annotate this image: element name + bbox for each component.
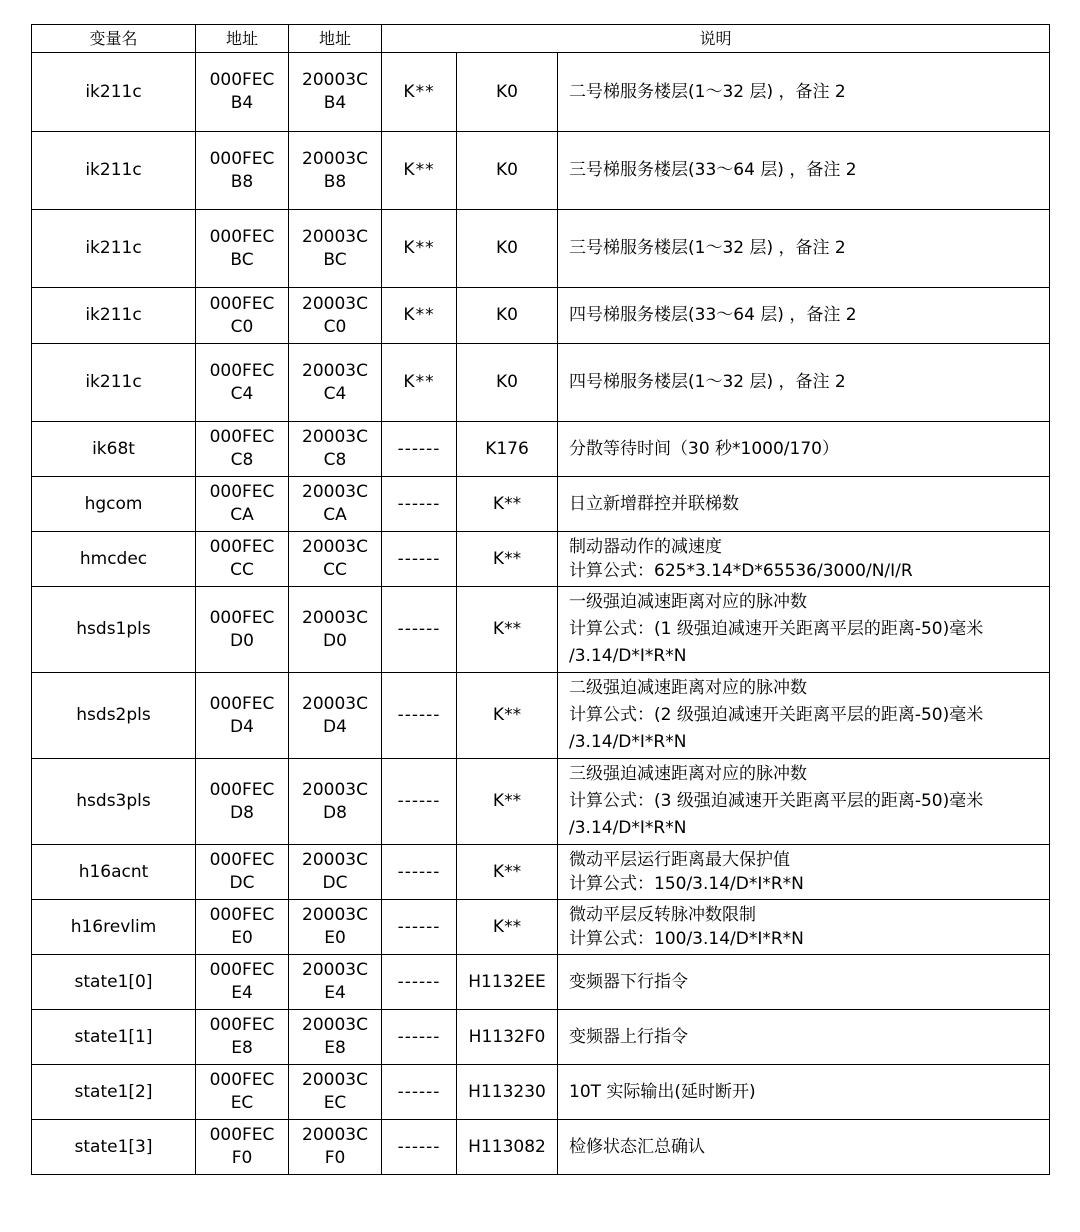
address-2-line-1: 20003C [302, 226, 368, 247]
constant-2-cell: H113230 [457, 1065, 558, 1120]
variable-name-cell: state1[2] [32, 1065, 196, 1120]
address-2-line-1: 20003C [302, 779, 368, 800]
address-2-line-2: CA [323, 505, 347, 525]
address-2-line-1: 20003C [302, 1070, 368, 1090]
address-1-cell [196, 532, 289, 587]
address-1-cell [196, 955, 289, 1010]
address-2-cell [289, 288, 382, 344]
table-row [32, 288, 1050, 344]
address-1-cell [196, 210, 289, 288]
address-2-line-1: 20003C [302, 148, 368, 169]
description-line: 计算公式：(1 级强迫减速开关距离平层的距离-50)毫米 [569, 619, 984, 639]
address-2-line-2: EC [323, 1093, 347, 1113]
description-line: 计算公式：100/3.14/D*I*R*N [569, 929, 804, 949]
address-1-line-2: CA [230, 505, 254, 525]
description-line: /3.14/D*I*R*N [569, 646, 687, 666]
constant-2-cell: K0 [457, 132, 558, 210]
address-2-line-1: 20003C [302, 482, 368, 502]
address-1-line-1: 000FEC [209, 427, 275, 447]
constant-2-cell: K176 [457, 422, 558, 477]
description-cell [558, 53, 1050, 132]
description-cell [558, 1120, 1050, 1175]
constant-1-cell: ------ [382, 900, 457, 955]
description-line: 分散等待时间（30 秒*1000/170） [569, 438, 839, 459]
description-cell [558, 587, 1050, 673]
variable-name-cell: state1[1] [32, 1010, 196, 1065]
address-1-line-2: C4 [230, 383, 254, 404]
address-2-line-2: C4 [323, 383, 347, 404]
address-1-line-2: E4 [231, 983, 253, 1003]
address-2-cell [289, 1065, 382, 1120]
address-2-line-1: 20003C [302, 905, 368, 925]
header-variable-name: 变量名 [32, 25, 196, 53]
description-line: 计算公式：625*3.14*D*65536/3000/N/I/R [569, 561, 913, 581]
constant-1-cell: ------ [382, 1010, 457, 1065]
constant-1-cell: K** [382, 210, 457, 288]
address-2-line-1: 20003C [302, 360, 368, 381]
constant-1-cell: ------ [382, 477, 457, 532]
address-1-line-1: 000FEC [209, 148, 275, 169]
variable-name-cell: ik211c [32, 344, 196, 422]
table-row [32, 845, 1050, 900]
constant-1-cell: ------ [382, 1065, 457, 1120]
address-1-line-1: 000FEC [209, 1070, 275, 1090]
address-2-line-2: B4 [323, 93, 347, 113]
address-2-cell [289, 477, 382, 532]
header-description: 说明 [382, 25, 1050, 53]
constant-2-cell: H113082 [457, 1120, 558, 1175]
variable-name-cell: hsds3pls [32, 759, 196, 845]
description-cell [558, 955, 1050, 1010]
table-row [32, 132, 1050, 210]
address-1-line-1: 000FEC [209, 1125, 275, 1145]
description-cell [558, 132, 1050, 210]
address-1-line-1: 000FEC [209, 693, 275, 714]
constant-1-cell: K** [382, 53, 457, 132]
address-1-line-1: 000FEC [209, 482, 275, 502]
header-row [32, 25, 1050, 53]
address-1-line-1: 000FEC [209, 1015, 275, 1035]
constant-1-cell: ------ [382, 532, 457, 587]
address-1-cell [196, 759, 289, 845]
constant-1-cell: ------ [382, 1120, 457, 1175]
variable-name-cell: h16acnt [32, 845, 196, 900]
description-line: 日立新增群控并联梯数 [569, 493, 739, 514]
constant-1-cell: K** [382, 288, 457, 344]
address-2-cell [289, 1120, 382, 1175]
constant-2-cell: H1132F0 [457, 1010, 558, 1065]
constant-2-cell: K** [457, 845, 558, 900]
description-cell [558, 900, 1050, 955]
variable-address-table [31, 24, 1050, 1175]
description-line: 三号梯服务楼层(1～32 层) ，备注 2 [569, 238, 846, 258]
address-2-line-1: 20003C [302, 70, 368, 90]
description-line: 变频器上行指令 [569, 1026, 688, 1047]
address-1-cell [196, 1010, 289, 1065]
address-1-line-2: D4 [230, 716, 254, 737]
address-1-cell [196, 53, 289, 132]
constant-2-cell: K** [457, 673, 558, 759]
constant-1-cell: ------ [382, 673, 457, 759]
description-line: /3.14/D*I*R*N [569, 732, 687, 752]
address-1-line-1: 000FEC [209, 293, 275, 314]
constant-2-cell: K** [457, 532, 558, 587]
description-line: 计算公式：150/3.14/D*I*R*N [569, 874, 804, 894]
address-1-line-1: 000FEC [209, 850, 275, 870]
address-2-line-2: E8 [324, 1038, 346, 1058]
address-2-cell [289, 587, 382, 673]
variable-name-cell: h16revlim [32, 900, 196, 955]
address-2-line-1: 20003C [302, 693, 368, 714]
constant-2-cell: K** [457, 759, 558, 845]
description-cell [558, 759, 1050, 845]
address-1-line-2: DC [229, 873, 255, 893]
constant-1-cell: K** [382, 132, 457, 210]
constant-1-cell: K** [382, 344, 457, 422]
address-2-line-2: C8 [323, 450, 347, 470]
table-row [32, 1120, 1050, 1175]
address-1-line-2: D8 [230, 802, 254, 823]
description-line: 三级强迫减速距离对应的脉冲数 [569, 764, 807, 784]
address-1-line-2: D0 [230, 630, 254, 651]
table-row [32, 210, 1050, 288]
address-1-line-2: EC [230, 1093, 254, 1113]
description-line: 检修状态汇总确认 [569, 1136, 705, 1157]
description-cell [558, 422, 1050, 477]
address-1-line-2: E8 [231, 1038, 253, 1058]
variable-name-cell: state1[3] [32, 1120, 196, 1175]
description-line: 微动平层反转脉冲数限制 [569, 905, 756, 925]
table-row [32, 1065, 1050, 1120]
address-2-cell [289, 532, 382, 587]
description-line: /3.14/D*I*R*N [569, 818, 687, 838]
address-2-line-1: 20003C [302, 1125, 368, 1145]
address-1-cell [196, 673, 289, 759]
variable-name-cell: ik211c [32, 210, 196, 288]
address-2-line-1: 20003C [302, 850, 368, 870]
address-2-line-1: 20003C [302, 293, 368, 314]
description-line: 四号梯服务楼层(33～64 层) ，备注 2 [569, 305, 857, 325]
description-line: 计算公式：(2 级强迫减速开关距离平层的距离-50)毫米 [569, 705, 984, 725]
table-row [32, 955, 1050, 1010]
address-1-line-2: B4 [230, 93, 254, 113]
table-row [32, 587, 1050, 673]
description-cell [558, 288, 1050, 344]
constant-1-cell: ------ [382, 955, 457, 1010]
description-cell [558, 344, 1050, 422]
variable-name-cell: state1[0] [32, 955, 196, 1010]
description-line: 四号梯服务楼层(1～32 层) ，备注 2 [569, 372, 846, 392]
constant-2-cell: K** [457, 587, 558, 673]
description-line: 变频器下行指令 [569, 971, 688, 992]
address-2-line-2: CC [323, 560, 347, 580]
address-2-line-1: 20003C [302, 537, 368, 557]
description-line: 二号梯服务楼层(1～32 层) ，备注 2 [569, 81, 846, 102]
address-2-line-2: D4 [323, 716, 347, 737]
address-2-cell [289, 955, 382, 1010]
constant-2-cell: K0 [457, 53, 558, 132]
address-1-cell [196, 900, 289, 955]
address-1-line-1: 000FEC [209, 779, 275, 800]
table-row [32, 673, 1050, 759]
constant-1-cell: ------ [382, 759, 457, 845]
address-2-cell [289, 673, 382, 759]
address-1-cell [196, 288, 289, 344]
constant-2-cell: K** [457, 900, 558, 955]
address-1-cell [196, 477, 289, 532]
constant-2-cell: H1132EE [457, 955, 558, 1010]
constant-1-cell: ------ [382, 845, 457, 900]
variable-name-cell: hmcdec [32, 532, 196, 587]
address-1-cell [196, 422, 289, 477]
address-1-line-1: 000FEC [209, 607, 275, 628]
address-1-line-1: 000FEC [209, 226, 275, 247]
address-1-line-1: 000FEC [209, 360, 275, 381]
address-1-line-2: C8 [230, 450, 254, 470]
variable-name-cell: ik211c [32, 288, 196, 344]
address-2-cell [289, 1010, 382, 1065]
address-2-cell [289, 53, 382, 132]
description-line: 制动器动作的减速度 [569, 537, 722, 557]
constant-2-cell: K0 [457, 344, 558, 422]
description-cell [558, 477, 1050, 532]
table-row [32, 477, 1050, 532]
description-cell [558, 1065, 1050, 1120]
description-cell [558, 845, 1050, 900]
address-1-line-1: 000FEC [209, 960, 275, 980]
address-1-line-2: CC [230, 560, 254, 580]
address-1-cell [196, 1065, 289, 1120]
address-2-line-2: E0 [324, 928, 346, 948]
address-2-line-2: D8 [323, 802, 347, 823]
address-2-line-2: DC [322, 873, 348, 893]
variable-name-cell: ik211c [32, 132, 196, 210]
address-1-line-2: BC [230, 249, 254, 270]
variable-name-cell: hgcom [32, 477, 196, 532]
description-line: 微动平层运行距离最大保护值 [569, 850, 790, 870]
variable-name-cell: ik211c [32, 53, 196, 132]
constant-2-cell: K** [457, 477, 558, 532]
address-1-line-2: F0 [231, 1148, 253, 1168]
address-2-line-2: E4 [324, 983, 346, 1003]
address-2-line-2: C0 [323, 316, 347, 337]
address-2-cell [289, 132, 382, 210]
address-1-cell [196, 587, 289, 673]
address-2-cell [289, 422, 382, 477]
table-row [32, 1010, 1050, 1065]
table-row [32, 759, 1050, 845]
constant-2-cell: K0 [457, 210, 558, 288]
table-row [32, 344, 1050, 422]
description-cell [558, 1010, 1050, 1065]
table-row [32, 900, 1050, 955]
constant-2-cell: K0 [457, 288, 558, 344]
address-1-cell [196, 1120, 289, 1175]
variable-name-cell: ik68t [32, 422, 196, 477]
description-line: 10T 实际输出(延时断开) [569, 1081, 756, 1102]
description-cell [558, 532, 1050, 587]
constant-1-cell: ------ [382, 422, 457, 477]
address-2-line-2: D0 [323, 630, 347, 651]
address-2-cell [289, 759, 382, 845]
header-address-1: 地址 [196, 25, 289, 53]
address-2-line-2: F0 [324, 1148, 346, 1168]
address-1-line-2: B8 [230, 171, 254, 192]
address-2-cell [289, 344, 382, 422]
address-2-line-1: 20003C [302, 427, 368, 447]
address-1-cell [196, 344, 289, 422]
address-2-line-2: BC [323, 249, 347, 270]
address-2-line-1: 20003C [302, 607, 368, 628]
description-line: 三号梯服务楼层(33～64 层) ，备注 2 [569, 160, 857, 180]
description-line: 一级强迫减速距离对应的脉冲数 [569, 592, 807, 612]
constant-1-cell: ------ [382, 587, 457, 673]
address-2-line-1: 20003C [302, 960, 368, 980]
description-cell [558, 210, 1050, 288]
address-2-cell [289, 900, 382, 955]
address-1-line-2: C0 [230, 316, 254, 337]
variable-name-cell: hsds1pls [32, 587, 196, 673]
address-1-cell [196, 845, 289, 900]
variable-name-cell: hsds2pls [32, 673, 196, 759]
address-1-line-1: 000FEC [209, 537, 275, 557]
address-1-cell [196, 132, 289, 210]
address-1-line-2: E0 [231, 928, 253, 948]
table-row [32, 53, 1050, 132]
address-2-cell [289, 845, 382, 900]
table-row [32, 532, 1050, 587]
address-2-line-2: B8 [323, 171, 347, 192]
address-1-line-1: 000FEC [209, 70, 275, 90]
address-1-line-1: 000FEC [209, 905, 275, 925]
table-row [32, 422, 1050, 477]
address-2-cell [289, 210, 382, 288]
description-cell [558, 673, 1050, 759]
description-line: 计算公式：(3 级强迫减速开关距离平层的距离-50)毫米 [569, 791, 984, 811]
header-address-2: 地址 [289, 25, 382, 53]
description-line: 二级强迫减速距离对应的脉冲数 [569, 678, 807, 698]
address-2-line-1: 20003C [302, 1015, 368, 1035]
